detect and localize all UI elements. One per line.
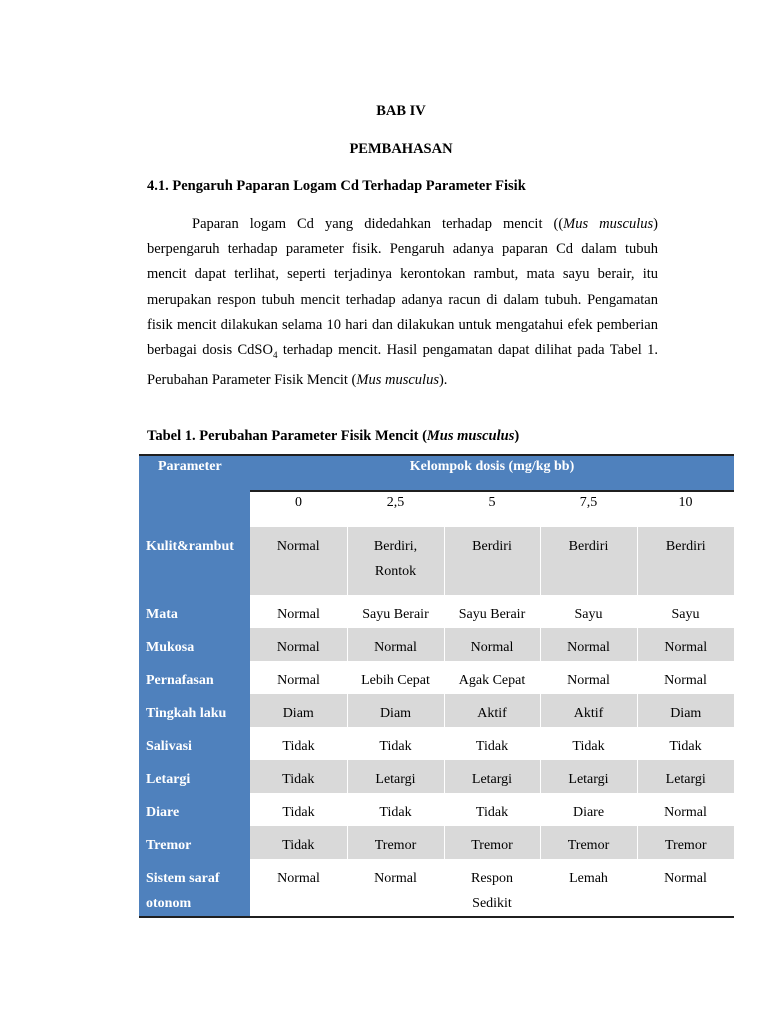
dose-cell: 2,5 [347, 491, 444, 527]
table-cell: Letargi [540, 760, 637, 793]
table-cell: Aktif [444, 694, 540, 727]
table-cell: Berdiri [444, 527, 540, 595]
table-cell: Normal [347, 628, 444, 661]
table-cell: Lebih Cepat [347, 661, 444, 694]
caption-text: ) [514, 428, 520, 444]
table-cell: Normal [540, 661, 637, 694]
table-cell: Tremor [540, 826, 637, 859]
row-label: Tingkah laku [139, 694, 250, 727]
paragraph-italic-species: Mus musculus [356, 372, 439, 389]
row-label: Mata [139, 595, 250, 628]
physical-parameter-table [139, 454, 734, 918]
table-cell: Normal [444, 628, 540, 661]
table-cell: Normal [637, 859, 734, 917]
table-row [139, 527, 734, 595]
chapter-title: PEMBAHASAN [349, 141, 453, 157]
table-cell: Diam [250, 694, 347, 727]
table-cell: Normal [250, 595, 347, 628]
row-label: Mukosa [139, 628, 250, 661]
table-cell: Letargi [637, 760, 734, 793]
row-label: Diare [139, 793, 250, 826]
chapter-heading: BAB IV [376, 103, 426, 119]
table-cell: Normal [250, 661, 347, 694]
table-cell: Letargi [347, 760, 444, 793]
table-cell: Tidak [250, 727, 347, 760]
table-header-row [139, 455, 734, 491]
table-cell: Diam [347, 694, 444, 727]
parameter-header-label: Parameter [158, 459, 222, 474]
parameter-header [139, 455, 250, 527]
table-cell: Berdiri [637, 527, 734, 595]
caption-italic-species: Mus musculus [426, 428, 515, 444]
table-cell: Normal [540, 628, 637, 661]
table-cell: Tidak [637, 727, 734, 760]
table-row [139, 694, 734, 727]
row-label: Tremor [139, 826, 250, 859]
table-cell: Normal [347, 859, 444, 917]
paragraph-italic-species: Mus musculus [563, 216, 654, 232]
table-cell: Tremor [637, 826, 734, 859]
table-cell: Diam [637, 694, 734, 727]
table-cell: Tidak [347, 793, 444, 826]
table-cell: Normal [637, 793, 734, 826]
dose-cell: 7,5 [540, 491, 637, 527]
dose-cell: 0 [250, 491, 347, 527]
dose-cell: 10 [637, 491, 734, 527]
table-row [139, 727, 734, 760]
row-label: Kulit&rambut [139, 527, 250, 595]
row-label: Salivasi [139, 727, 250, 760]
table-cell: Sayu Berair [444, 595, 540, 628]
table-cell: Lemah [540, 859, 637, 917]
table-cell: Sayu [637, 595, 734, 628]
table-cell: Normal [637, 661, 734, 694]
table-cell: Letargi [444, 760, 540, 793]
table-row [139, 859, 734, 917]
caption-text: Tabel 1. Perubahan Parameter Fisik Mencit ( [147, 428, 427, 444]
section-title: 4.1. Pengaruh Paparan Logam Cd Terhadap Parameter Fisik [147, 178, 526, 194]
dose-group-header: Kelompok dosis (mg/kg bb) [250, 455, 734, 491]
row-label: Pernafasan [139, 661, 250, 694]
dose-cell: 5 [444, 491, 540, 527]
table-row [139, 628, 734, 661]
paragraph-text: Paparan logam Cd yang didedahkan terhadap mencit (( [192, 216, 564, 232]
table-cell: Agak Cepat [444, 661, 540, 694]
table-row [139, 661, 734, 694]
table-cell: Sayu [540, 595, 637, 628]
table-row [139, 595, 734, 628]
table-cell: Tidak [250, 826, 347, 859]
row-label: Letargi [139, 760, 250, 793]
table-caption [147, 428, 519, 445]
table-cell: Normal [250, 628, 347, 661]
row-label: Sistem saraf otonom [139, 859, 250, 917]
table-cell: Normal [637, 628, 734, 661]
table-cell: Tidak [250, 793, 347, 826]
table-cell: Normal [250, 859, 347, 917]
table-row [139, 793, 734, 826]
table-row [139, 760, 734, 793]
table-cell: Tidak [540, 727, 637, 760]
table-cell: Tidak [444, 793, 540, 826]
table-row [139, 826, 734, 859]
table-cell: Respon Sedikit [444, 859, 540, 917]
table-cell: Normal [250, 527, 347, 595]
table-cell: Tidak [444, 727, 540, 760]
paragraph-text: ) berpengaruh terhadap parameter fisik. Pengaruh adanya paparan Cd dalam tubuh mencit dapat terlihat, seperti terjadinya kerontokan rambut, mata sayu berair, itu merupakan respon tubuh mencit terhadap adanya racun di dalam tubuh. Pengamatan fisik mencit dilakukan selama 10 hari dan dilakukan untuk mengatahui efek pemberian berbagai dosis CdSO [147, 216, 658, 359]
table-cell: Diare [540, 793, 637, 826]
table-cell: Tremor [347, 826, 444, 859]
table-cell: Tidak [250, 760, 347, 793]
paragraph-subscript: 4 [272, 349, 278, 360]
table-cell: Tremor [444, 826, 540, 859]
body-paragraph [147, 212, 658, 393]
paragraph-text: terhadap mencit. Hasil pengamatan dapat dilihat pada Tabel 1. Perubahan Parameter Fisik Mencit ( [147, 342, 658, 389]
table-cell: Tidak [347, 727, 444, 760]
table-cell: Berdiri, Rontok [347, 527, 444, 595]
table-cell: Sayu Berair [347, 595, 444, 628]
paragraph-text: ). [438, 372, 448, 389]
table-cell: Berdiri [540, 527, 637, 595]
table-cell: Aktif [540, 694, 637, 727]
